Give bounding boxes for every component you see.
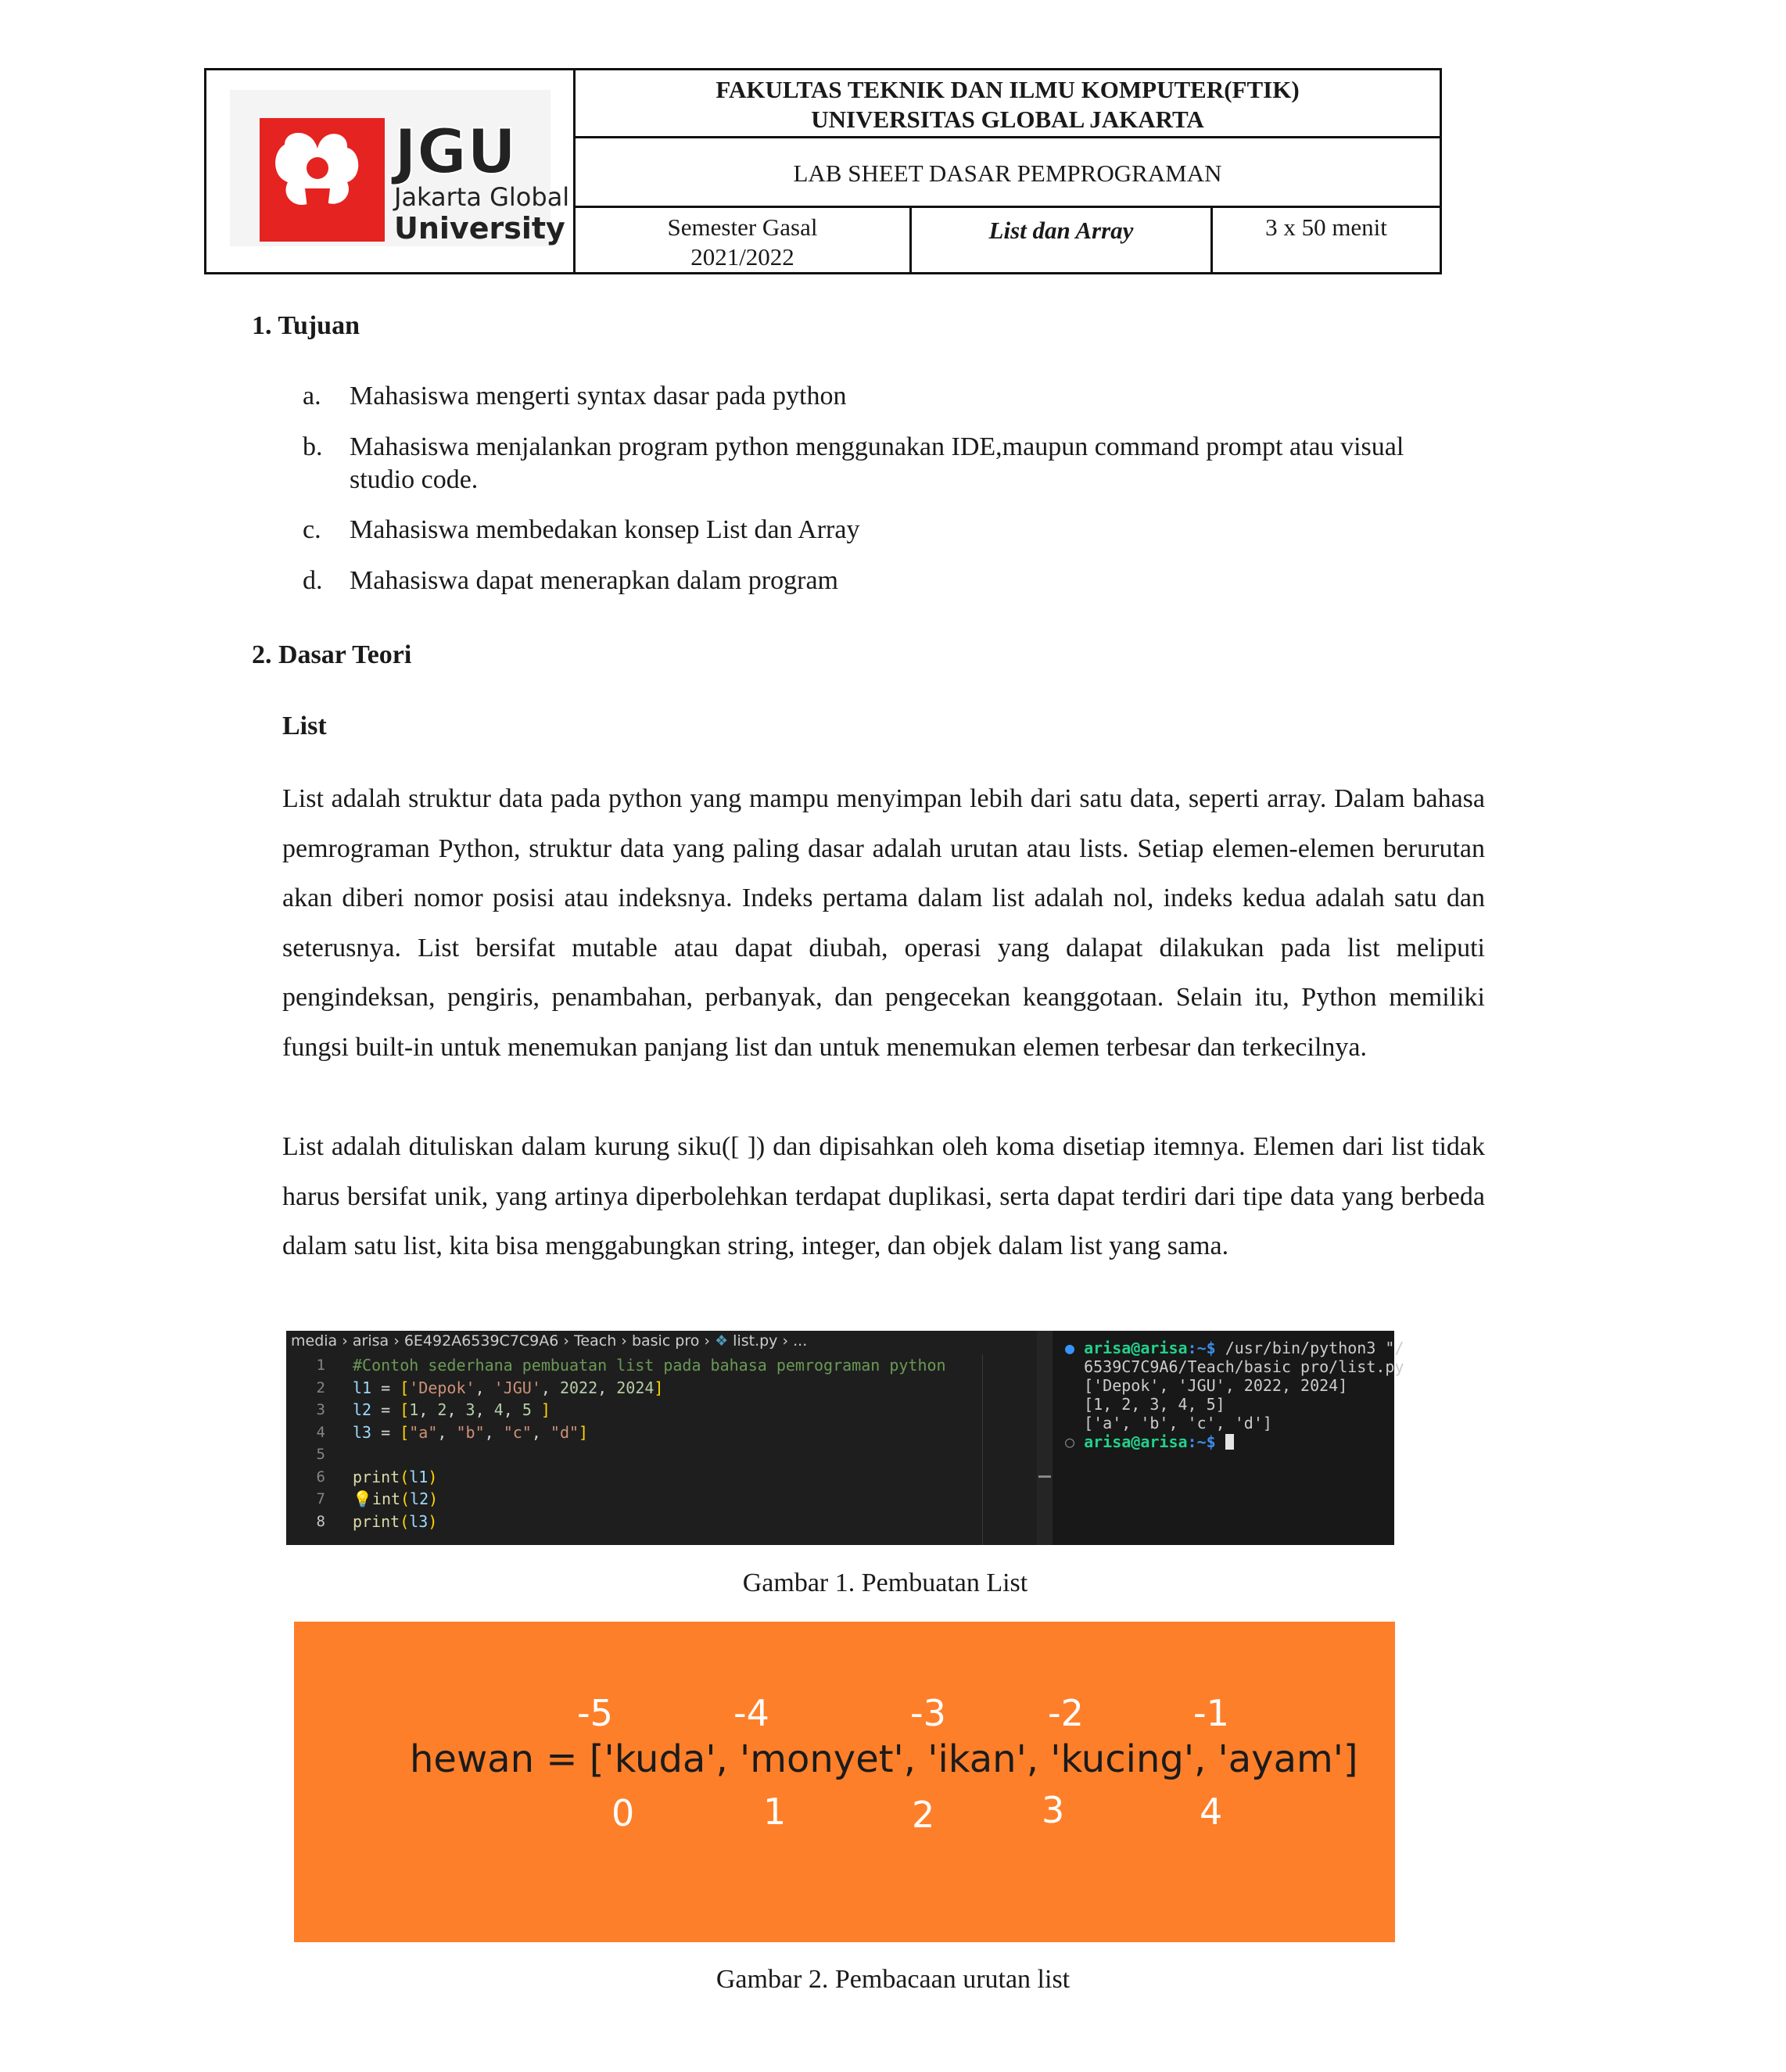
paragraph-list-definition: List adalah struktur data pada python yang mampu menyimpan lebih dari satu data, seperti array. Dalam bahasa pemrograman Python, struktur data yang paling dasar adalah urutan atau lists. Setiap elemen-elemen berurutan akan diberi nomor posisi atau indeksnya. Indeks pertama dalam list adalah nol, indeks kedua adalah satu dan seterusnya. List bersifat mutable atau dapat diubah, operasi yang dalapat dilakukan pada list meliputi pengindeksan, pengiris, penambahan, perbanyak, dan pengecekan keanggotaan. Selain itu, Python memiliki fungsi built-in untuk menemukan panjang list dan untuk menemukan elemen terbesar dan terkecilnya. bbox=[282, 784, 1485, 1062]
item-text: Mahasiswa membedakan konsep List dan Array bbox=[350, 515, 860, 544]
minimap-divider bbox=[982, 1354, 983, 1545]
item-text: Mahasiswa mengerti syntax dasar pada python bbox=[350, 382, 847, 410]
item-label: b. bbox=[303, 432, 323, 461]
svg-text:JGU: JGU bbox=[394, 117, 517, 188]
terminal-cursor[interactable] bbox=[1225, 1434, 1234, 1450]
negative-index: -5 bbox=[577, 1692, 613, 1734]
figure-1-caption: Gambar 1. Pembuatan List bbox=[742, 1568, 1028, 1597]
subsection-title-list: List bbox=[282, 712, 327, 740]
lab-sheet-title: LAB SHEET DASAR PEMPROGRAMAN bbox=[576, 138, 1440, 208]
semester-cell bbox=[576, 208, 912, 272]
university-name: UNIVERSITAS GLOBAL JAKARTA bbox=[811, 106, 1204, 133]
jgu-logo bbox=[230, 90, 570, 246]
status-ring-icon: ○ bbox=[1065, 1432, 1075, 1451]
lightbulb-icon[interactable]: 💡 bbox=[353, 1489, 372, 1508]
python-file-icon: ❖ bbox=[715, 1332, 729, 1350]
faculty-name: FAKULTAS TEKNIK DAN ILMU KOMPUTER(FTIK) bbox=[715, 76, 1300, 103]
negative-index: -1 bbox=[1193, 1692, 1229, 1734]
section-title-dasar-teori: 2. Dasar Teori bbox=[252, 640, 412, 669]
svg-text:Jakarta Global: Jakarta Global bbox=[394, 182, 570, 212]
negative-index: -2 bbox=[1048, 1692, 1084, 1734]
positive-index: 3 bbox=[1042, 1789, 1065, 1831]
positive-index: 0 bbox=[611, 1792, 635, 1834]
terminal-panel bbox=[1053, 1331, 1404, 1545]
logo-cell bbox=[206, 70, 576, 272]
svg-text:University: University bbox=[394, 211, 565, 246]
positive-index: 2 bbox=[912, 1794, 935, 1836]
list-index-figure bbox=[294, 1622, 1395, 1942]
item-text: Mahasiswa menjalankan program python menggunakan IDE,maupun command prompt atau visual studio code. bbox=[350, 432, 1404, 494]
header-table bbox=[204, 68, 1442, 274]
code-screenshot bbox=[286, 1331, 1404, 1545]
paragraph-list-syntax: List adalah dituliskan dalam kurung siku([ ]) dan dipisahkan oleh koma disetiap itemnya. Elemen dari list tidak harus bersifat unik, yang artinya diperbolehkan terdapat duplikasi, serta dapat terdiri dari tipe data yang berbeda dalam satu list, kita bisa menggabungkan string, integer, dan objek dalam list yang sama. bbox=[282, 1132, 1485, 1260]
negative-index: -4 bbox=[733, 1692, 769, 1734]
item-label: c. bbox=[303, 515, 321, 544]
header-faculty bbox=[576, 70, 1440, 138]
terminal-output: ● arisa@arisa:~$ /usr/bin/python3 "/ 6539C7C9A6/Teach/basic pro/list.py ['Depok', 'JGU', 2022, 2024] [1, 2, 3, 4, 5] ['a', 'b', 'c', 'd'] ○ arisa@arisa:~$ bbox=[1065, 1339, 1404, 1451]
semester: Semester Gasal bbox=[667, 213, 818, 241]
header-meta-row bbox=[576, 208, 1440, 272]
positive-index: 4 bbox=[1200, 1791, 1223, 1833]
figure-2-caption: Gambar 2. Pembacaan urutan list bbox=[715, 1965, 1071, 1994]
duration: 3 x 50 menit bbox=[1265, 213, 1387, 241]
item-label: a. bbox=[303, 382, 321, 410]
status-dot-icon: ● bbox=[1065, 1339, 1075, 1357]
editor-scrollbar[interactable] bbox=[1037, 1331, 1053, 1545]
negative-index: -3 bbox=[910, 1692, 946, 1734]
positive-index: 1 bbox=[763, 1791, 787, 1833]
line-numbers: 1 2 3 4 5 6 7 8 bbox=[316, 1357, 325, 1530]
code-editor: #Contoh sederhana pembuatan list pada bahasa pemrograman python l1 = ['Depok', 'JGU', 2022, 2024] l2 = [1, 2, 3, 4, 5 ] l3 = ["a", "b", "c", "d"] print(l1) 💡int(l2) print(l3) bbox=[353, 1356, 946, 1531]
item-text: Mahasiswa dapat menerapkan dalam program bbox=[350, 566, 838, 595]
topic: List dan Array bbox=[912, 208, 1213, 272]
item-label: d. bbox=[303, 566, 323, 595]
section-title-tujuan: 1. Tujuan bbox=[252, 311, 360, 340]
academic-year: 2021/2022 bbox=[690, 243, 794, 271]
list-expression: hewan = ['kuda', 'monyet', 'ikan', 'kucing', 'ayam'] bbox=[410, 1737, 1358, 1781]
editor-breadcrumb: media › arisa › 6E492A6539C7C9A6 › Teach › basic pro › ❖ list.py › ... bbox=[291, 1332, 808, 1350]
